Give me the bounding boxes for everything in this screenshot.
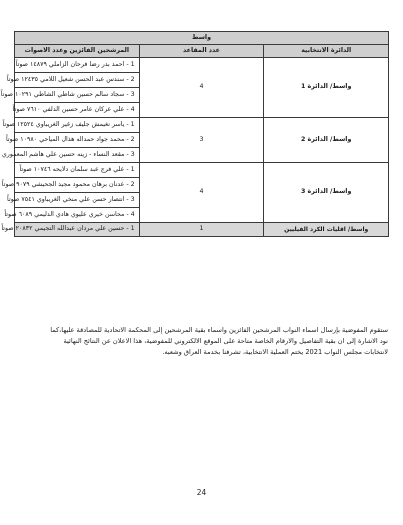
candidate-cell: 3 - مقعد النساء - زينه حسين علي هاشم المعموري [15, 148, 140, 163]
header-candidates: المرشحين الفائزين وعدد الاصوات [15, 45, 140, 58]
district-name: واسط/ الدائرة 2 [264, 118, 389, 163]
results-table [0, 31, 389, 237]
paragraph-line: ستقوم المفوضية بإرسال اسماء النواب المرشحين الفائزين واسماء بقية المرشحين إلى المحكمة الاتحادية للمصادقة عليها،كما [50, 326, 388, 334]
candidate-cell: 1 - علي فرج عبد سلمان دلايحه ١٠٧٤٦ صوتاً [15, 163, 140, 178]
candidate-cell: 4 - محاسن خيري عليوي هادي الدليمي ٦٠٨٩ صوتاً [15, 208, 140, 223]
table-governorate-row [15, 32, 389, 45]
candidate-cell: 3 - سجاد سالم حسين شاطي الشاطي ١٠٢٩١ صوتاً [15, 88, 140, 103]
page-number: 24 [196, 488, 207, 497]
table-row [15, 118, 389, 133]
district-name: واسط/ الدائرة 3 [264, 163, 389, 223]
candidate-cell: 4 - علي عركان عامر حسين الدلفي ٧٦١٠ صوتاً [15, 103, 140, 118]
district-name: واسط/ الدائرة 1 [264, 58, 389, 118]
candidate-cell: 1 - ياسر نغيمش جليف زغير الغريباوي ١٢٥٢٤ صوتاً [15, 118, 140, 133]
quota-name: واسط/ اقليات الكرد الفيليين [264, 223, 389, 237]
table-row [15, 163, 389, 178]
governorate-title: واسط [15, 32, 389, 45]
candidate-cell: 2 - محمد جواد حمداله هذال المياحي ١٠٩٨٠ صوتاً [15, 133, 140, 148]
announcement-paragraph [16, 325, 388, 358]
header-seats: عدد المقاعد [139, 45, 264, 58]
candidate-cell: 1 - حسين علي مردان عبدالله التجيمي ٢٠٨٣٢ صوتاً [15, 223, 140, 237]
header-district: الدائرة الانتخابية [264, 45, 389, 58]
candidate-cell: 1 - احمد بدر رضا فرحان الزاملي ١٤٨٧٩ صوتاً [15, 58, 140, 73]
table-row [15, 58, 389, 73]
paragraph-line: لانتخابات مجلس النواب 2021 يختم العملية الانتخابية، تشرفنا بخدمة العراق وشعبه. [162, 348, 388, 356]
candidate-cell: 2 - سندس عبد الحسن شعيل اللامي ١٢٤٣٥ صوتاً [15, 73, 140, 88]
table-row-quota [15, 223, 389, 237]
paragraph-line: نود الاشارة إلى ان بقية التفاصيل والارقام الخاصة متاحة على الموقع الالكتروني للمفوضية، هذا الاعلان عن النتائج النهائية [63, 337, 388, 345]
table-header-row [15, 45, 389, 58]
candidate-cell: 3 - انتصار حسن علي منخي الغريباوي ٧٥٤١ صوتاً [15, 193, 140, 208]
candidate-cell: 2 - عدنان برهان محمود مجيد الجحيشي ٩٠٧٩ صوتاً [15, 178, 140, 193]
district-seats: 4 [139, 58, 264, 118]
quota-seats: 1 [139, 223, 264, 237]
district-seats: 4 [139, 163, 264, 223]
district-seats: 3 [139, 118, 264, 163]
